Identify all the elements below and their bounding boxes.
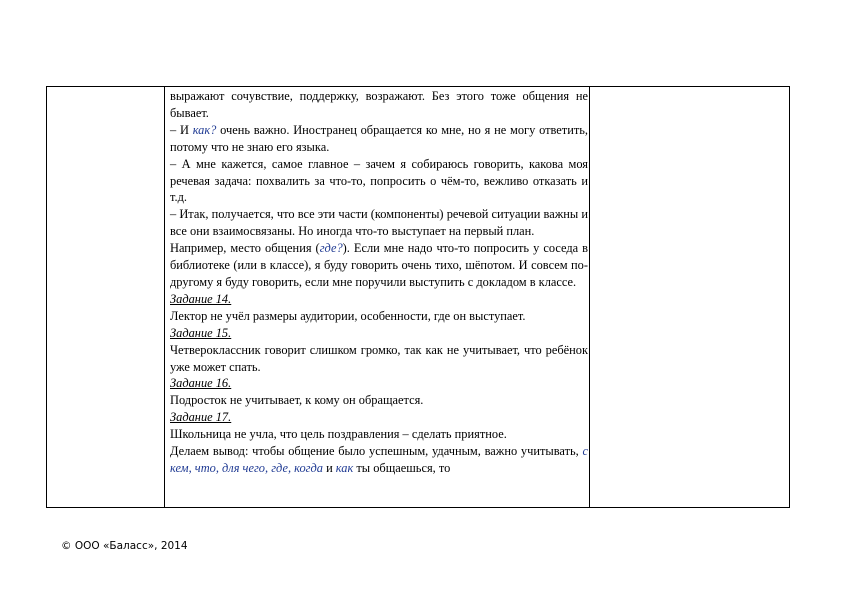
paragraph-1 bbox=[170, 88, 588, 122]
paragraph-4 bbox=[170, 206, 588, 240]
paragraph-2-lead: – И bbox=[170, 122, 193, 137]
conclusion-conjunction: и bbox=[322, 460, 336, 475]
task-14-answer: Лектор не учёл размеры аудитории, особенности, где он выступает. bbox=[170, 308, 526, 323]
conclusion-rest: ты общаешься, то bbox=[353, 460, 451, 475]
keyword-where: где? bbox=[319, 241, 343, 256]
table-main-column bbox=[165, 87, 591, 507]
paragraph-1-text: выражают сочувствие, поддержку, возражают. Без этого тоже общения не бывает. bbox=[170, 89, 588, 120]
paragraph-2-rest: очень важно. Иностранец обращается ко мне, но я не могу ответить, потому что не знаю его языка. bbox=[170, 122, 589, 154]
footer-copyright: © ООО «Баласс», 2014 bbox=[61, 540, 188, 552]
paragraph-5 bbox=[170, 240, 588, 291]
conclusion-lead: Делаем вывод: чтобы общение было успешным, удачным, важно учитывать, bbox=[170, 444, 583, 459]
table-right-column bbox=[589, 87, 789, 507]
task-15-heading: Задание 15. bbox=[170, 325, 232, 340]
paragraph-3-text: – А мне кажется, самое главное – зачем я собираюсь говорить, какова моя речевая задача: похвалить за что-то, попросить о чём-то, вежливо отказать и т.д. bbox=[170, 156, 588, 205]
task-14-heading: Задание 14. bbox=[170, 291, 232, 306]
task-15-answer: Четвероклассник говорит слишком громко, так как не учитывает, что ребёнок уже может спать. bbox=[170, 342, 588, 374]
keyword-how-2: как bbox=[335, 460, 354, 475]
paragraph-2 bbox=[170, 122, 588, 156]
keyword-how: как? bbox=[192, 122, 217, 137]
content-table bbox=[46, 86, 790, 508]
task-16-heading: Задание 16. bbox=[170, 376, 232, 391]
paragraph-5-rest: ). Если мне надо что-то попросить у соседа в библиотеке (или в классе), я буду говорить очень тихо, шёпотом. И совсем по-другому я буду говорить, если мне поручили выступить с докладом в классе. bbox=[170, 241, 588, 289]
paragraph-5-lead: Например, место общения ( bbox=[170, 241, 320, 256]
task-17-heading: Задание 17. bbox=[170, 410, 232, 425]
task-17-answer: Школьница не учла, что цель поздравления – сделать приятное. bbox=[170, 427, 507, 442]
paragraph-4-text: – Итак, получается, что все эти части (компоненты) речевой ситуации важны и все они взаимосвязаны. Но иногда что-то выступает на первый план. bbox=[170, 207, 588, 239]
table-left-column bbox=[47, 87, 165, 507]
conclusion-paragraph bbox=[170, 443, 588, 477]
task-16-answer: Подросток не учитывает, к кому он обращается. bbox=[170, 393, 424, 408]
keyword-list: с кем, что, для чего, где, когда bbox=[170, 444, 588, 475]
paragraph-3 bbox=[170, 156, 588, 207]
